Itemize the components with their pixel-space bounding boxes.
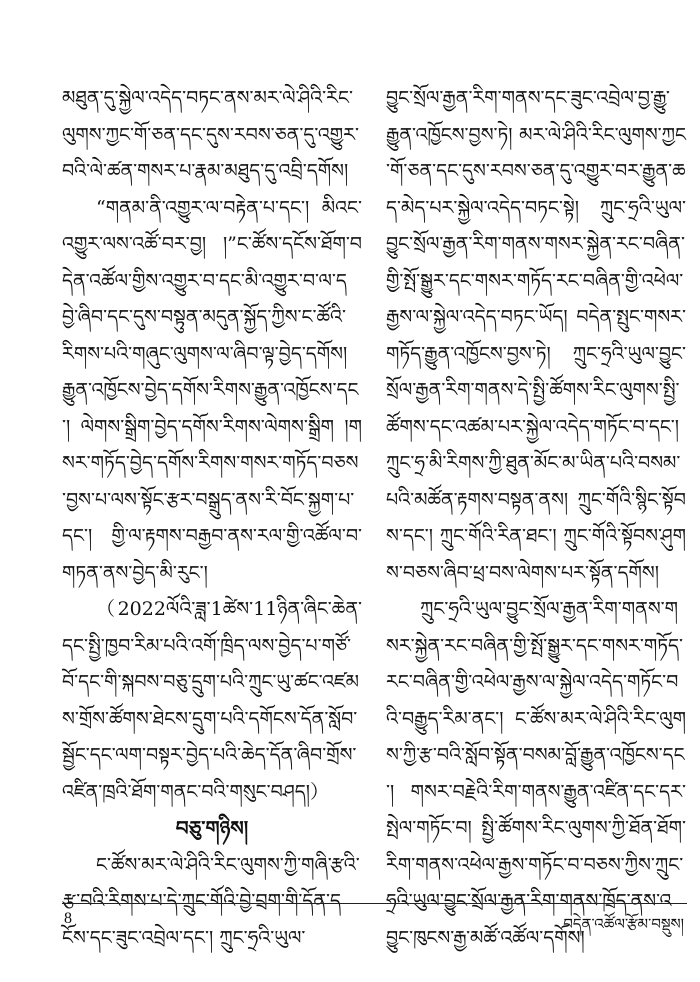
body-paragraph: “གནམ་ནི་འགྱུར་ལ་བརྟེན་པ་དང་། མིའང་འགྱུར་ལས་འཚོ་བར་བྱ། །”ང་ཚོས་དངོས་ཐོག་བདེན་འཚོལ་གྱིས་འགྱུར་བ་དང་མི་འགྱུར་བ་ལ་དབྱེ་ཞིབ་དང་དུས་བསྟུན་མདུན་སྐྱོད་ཀྱིས་ང་ཚོའི་རིགས་པའི་གཞུང་ལུགས་ལ་ཞིབ་ལྟ་བྱེད་དགོས། རྒྱུན་འཁྱོངས་བྱེད་དགོས་རིགས་རྒྱུན་འཁྱོངས་དང་། ལེགས་སྒྲིག་བྱེད་དགོས་རིགས་ལེགས་སྒྲིག །གསར་གཏོད་བྱེད་དགོས་རིགས་གསར་གཏོད་བཅས་བྱས་པ་ལས་སྟོང་རྩར་བསྒྲུད་ནས་རི་བོང་སྐྱག་པ་དང་། གྱི་ལ་རྟགས་བརྒྱབ་ནས་རལ་གྱི་འཚོལ་བ་གཏན་ནས་བྱེད་མི་རུང་། [62,196,362,584]
body-paragraph: ཀྲུང་ཧྲའི་ཡུལ་བྱུང་སྲོལ་རྒྱན་རིག་གནས་གསར་སྐྱེན་རང་བཞིན་གྱི་སྤོ་སྒྱུར་དང་གསར་གཏོད་རང་བཞིན་གྱི་འཕེལ་རྒྱས་ལ་སྐྱེལ་འདེད་གཏོང་བའི་བརྒྱུད་རིམ་ནང་། ང་ཚོས་མར་ལེ་ཤིའི་རིང་ལུགས་ཀྱི་རྩ་བའི་སློབ་སྟོན་བསམ་བློ་རྒྱུན་འཁྱོངས་དང་། གསར་བརྗེའི་རིག་གནས་རྒྱུན་འཛིན་དང་དར་སྤེལ་གཏོང་བ། སྤྱི་ཚོགས་རིང་ལུགས་ཀྱི་ཐོན་ཐོག་རིག་གནས་འཕེལ་རྒྱས་གཏོང་བ་བཅས་ཀྱིས་ཀྲུང་ཧྲའི་ཡུལ་བྱུང་སྲོལ་རྒྱན་རིག་གནས་ཁྲོད་ནས་འབྱུང་ཁུངས་རྒྱ་མཚོ་འཚོལ་དགོས། [386,598,686,949]
right-column [386,80,686,956]
body-paragraph: ང་ཚོས་མར་ལེ་ཤིའི་རིང་ལུགས་ཀྱི་གཞི་རྩའི་རྩ་བའི་རིགས་པ་དེ་ཀྲུང་གོའི་བྱེ་བྲག་གི་དོན་དངོས་དང་ཟུང་འབྲེལ་དང་། ཀྲུང་ཧྲའི་ཡུལ་ [62,853,360,949]
body-paragraph: མཐུན་དུ་སྐྱེལ་འདེད་བཏང་ནས་མར་ལེ་ཤིའི་རིང་ལུགས་ཀྱང་གོ་ཅན་དང་དུས་རབས་ཅན་དུ་འགྱུར་བའི་ལེ་ཚན་གསར་པ་རྣམ་མཐུད་དུ་འབྲི་དགོས། [62,87,359,182]
left-column [62,80,362,956]
running-title: བདེན་འཚོལ་རྩོམ་བསྡུས། [563,915,684,933]
page-number: 8 [64,910,72,927]
section-heading: བཅུ་གཉིས། [175,816,249,840]
source-note-paragraph: （2022ལོའི་ཟླ་1ཚེས་11ཉིན་ཞིང་ཆེན་དང་སྤྱི་ཁྱབ་རིམ་པའི་འགོ་ཁྲིད་ལས་བྱེད་པ་གཙོ་བོ་དང་གི་སྐབས་བཅུ་དྲུག་པའི་ཀྲུང་ཡུ་ཚང་འཛམས་གྲོས་ཚོགས་ཐེངས་དྲུག་པའི་དགོངས་དོན་སློབ་སྦྱོང་དང་ལག་བསྟར་བྱེད་པའི་ཆེད་དོན་ཞིབ་གྲོས་འཛིན་ཁྲའི་ཐོག་གནང་བའི་གསུང་བཤད།） [62,598,362,803]
body-paragraph: བྱུང་སྲོལ་རྒྱན་རིག་གནས་དང་ཟུང་འབྲེལ་བྱ་རྒྱུ་རྒྱུན་འཁྱོངས་བྱས་ཏེ། མར་ལེ་ཤིའི་རིང་ལུགས་ཀྱང་གོ་ཅན་དང་དུས་རབས་ཅན་དུ་འགྱུར་བར་རྒྱུན་ཆད་མེད་པར་སྐྱེལ་འདེད་བཏང་སྟེ། ཀྲུང་ཧྲའི་ཡུལ་བྱུང་སྲོལ་རྒྱན་རིག་གནས་གསར་སྐྱེན་རང་བཞིན་གྱི་སྤོ་སྒྱུར་དང་གསར་གཏོད་རང་བཞིན་གྱི་འཕེལ་རྒྱས་ལ་སྐྱེལ་འདེད་བཏང་ཡོད། བདེན་སྤུང་གསར་གཏོད་རྒྱུན་འཁྱོངས་བྱས་ཏེ། ཀྲུང་ཧྲའི་ཡུལ་བྱུང་སྲོལ་རྒྱན་རིག་གནས་དེ་སྤྱི་ཚོགས་རིང་ལུགས་སྤྱི་ཚོགས་དང་འཚམ་པར་སྐྱེལ་འདེད་གཏོང་བ་དང་། ཀྲུང་ཧྲ་མི་རིགས་ཀྱི་ཐུན་མོང་མ་ཡིན་པའི་བསམ་པའི་མཚོན་རྟགས་བསྟན་ནས། ཀྲུང་གོའི་སྙིང་སྟོབས་དང་། ཀྲུང་གོའི་རིན་ཐང་། ཀྲུང་གོའི་སྟོབས་ཤུགས་བཅས་ཞིབ་ཕྲ་བས་ལེགས་པར་སྟོན་དགོས། [386,87,686,584]
footer-rule [62,903,687,904]
